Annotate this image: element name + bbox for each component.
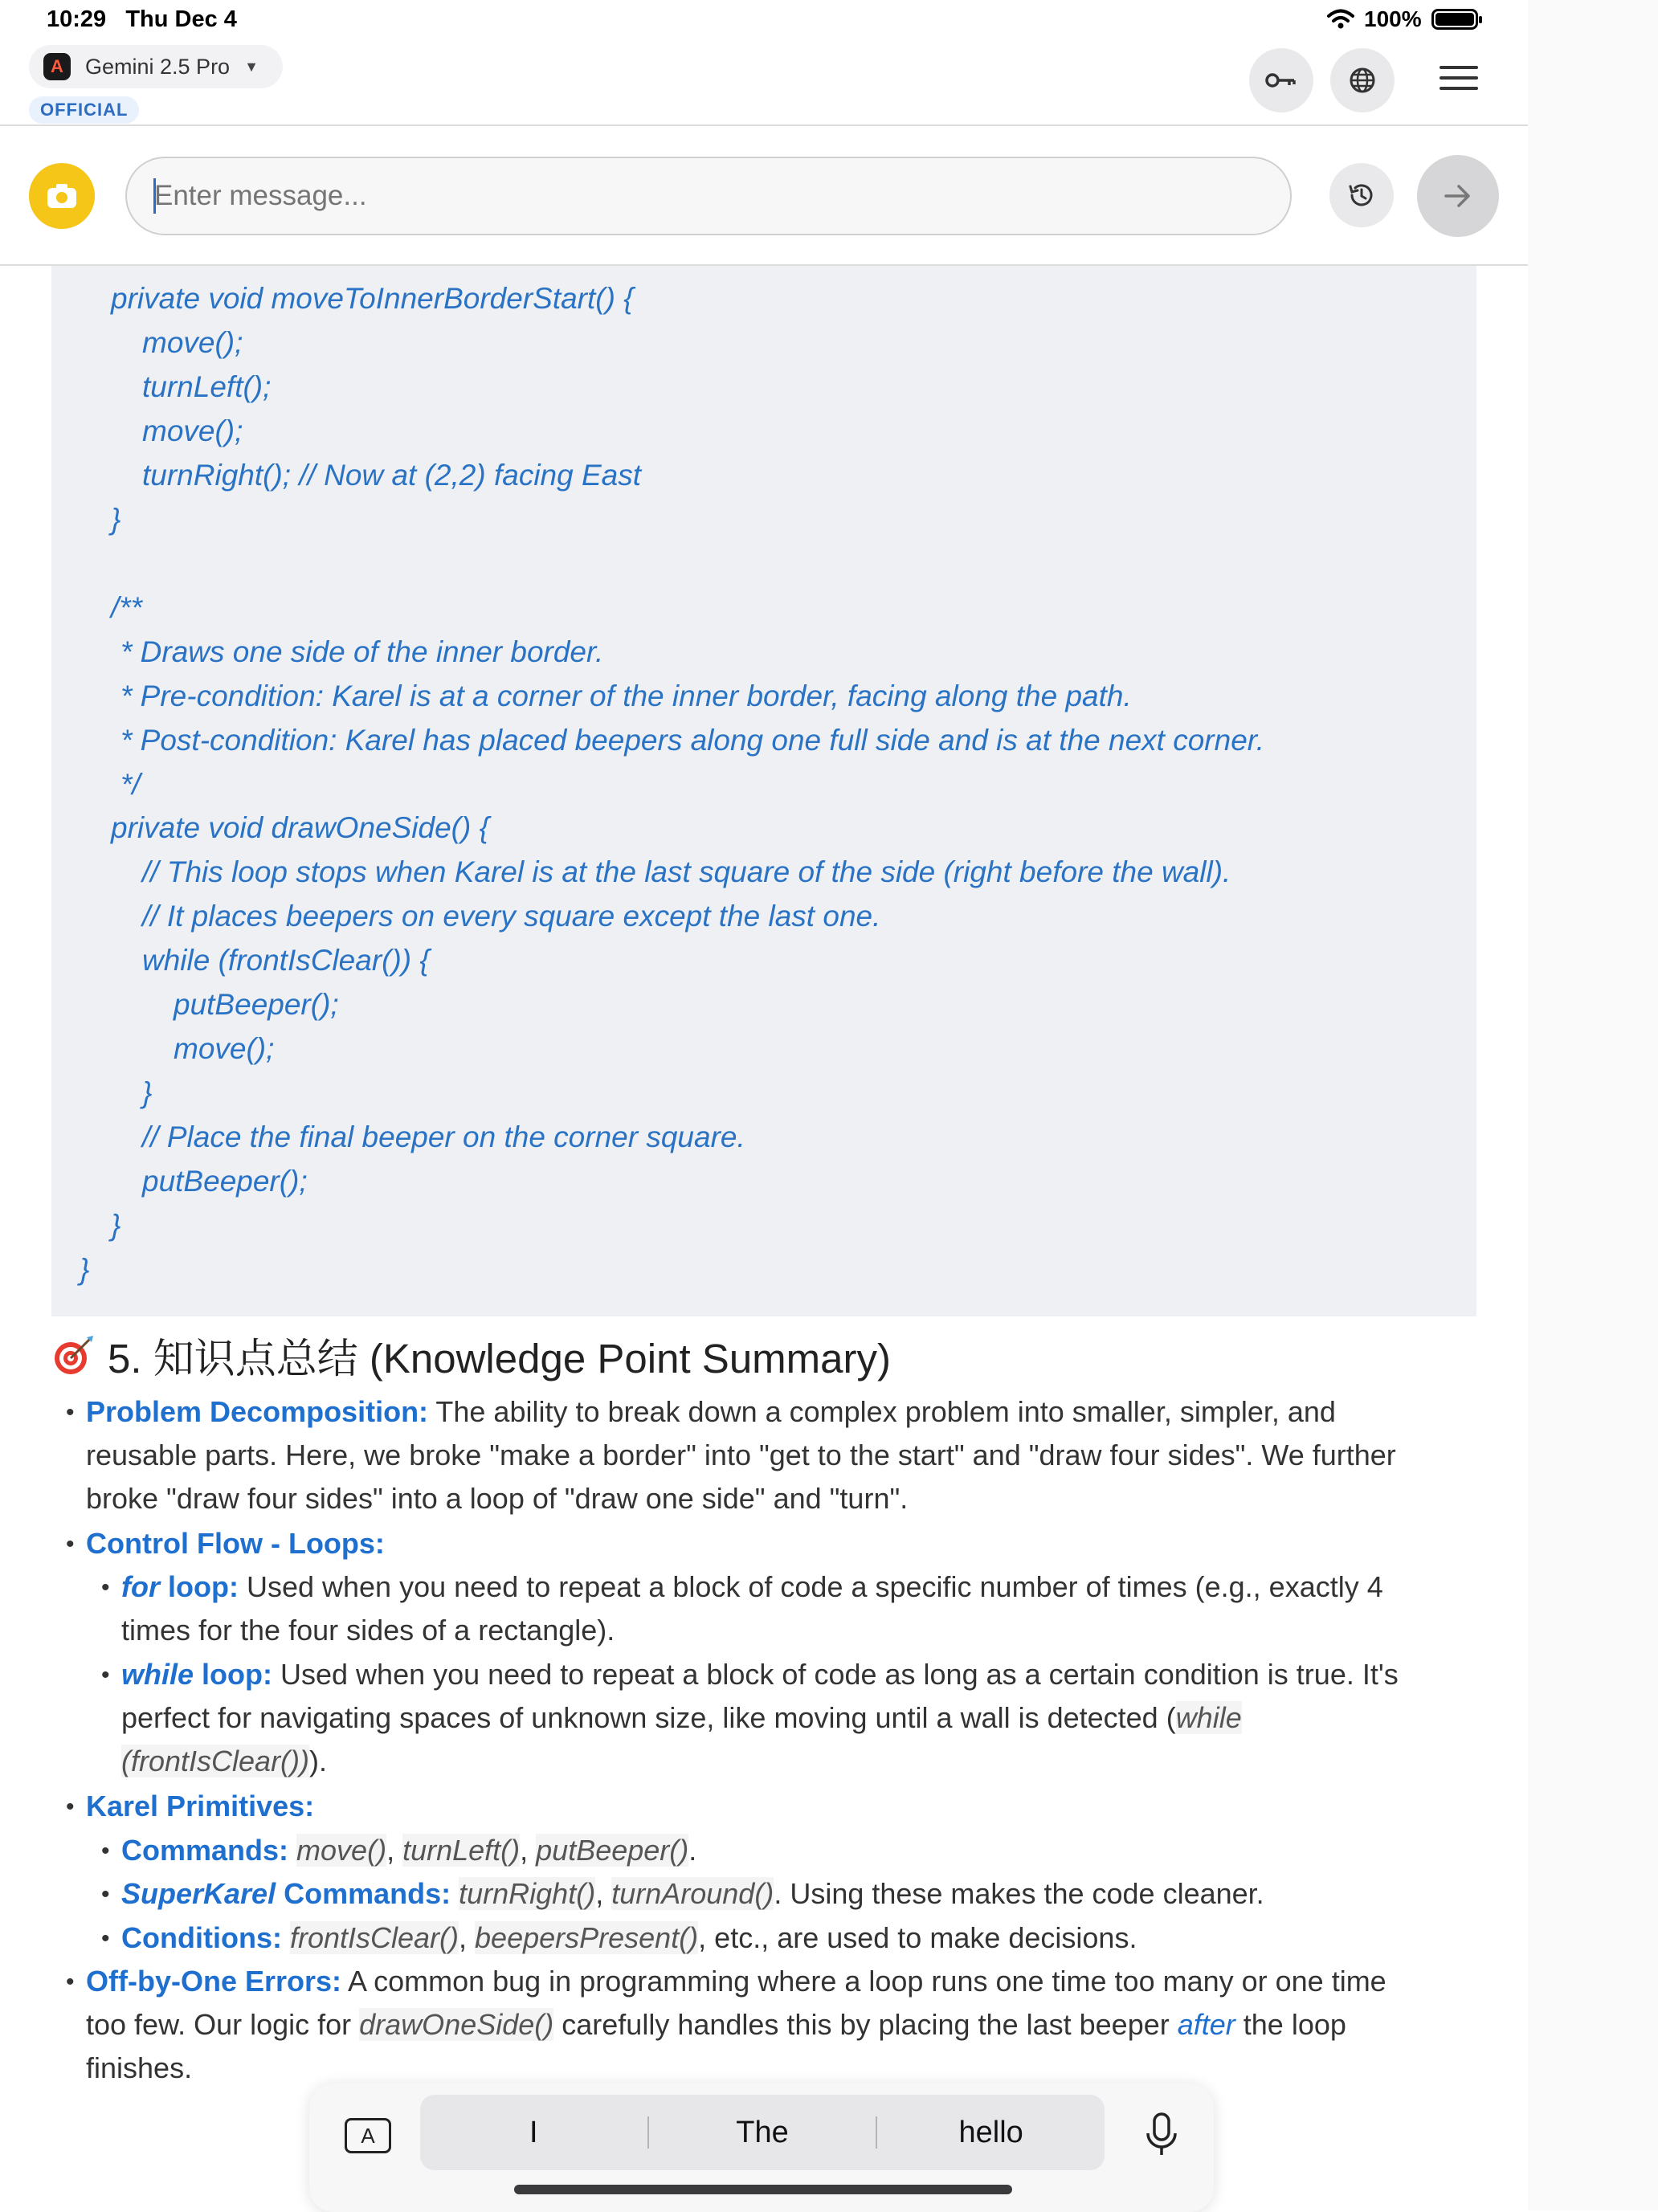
list-item-commands: Commands: move(), turnLeft(), putBeeper(). [121, 1834, 697, 1867]
camera-icon [46, 182, 78, 210]
bullet: • [66, 1531, 75, 1557]
code-line: * Draws one side of the inner border. [120, 635, 604, 668]
history-button[interactable] [1329, 163, 1394, 227]
message-input[interactable] [125, 157, 1292, 235]
globe-icon [1348, 66, 1377, 95]
text-cursor [153, 178, 156, 214]
code-line: turnLeft(); [142, 370, 272, 403]
arrow-right-icon [1442, 182, 1474, 210]
code-line: move(); [174, 1032, 275, 1065]
home-indicator[interactable] [514, 2185, 1012, 2194]
list-item-for-loop: for loop: Used when you need to repeat a block of code a specific number of times (e.g., exactly 4 times for the four sides of a rectangle). [121, 1570, 1383, 1647]
code-line: */ [120, 768, 141, 801]
bullet: • [101, 1838, 110, 1864]
list-item-karel-primitives: Karel Primitives: [86, 1790, 315, 1822]
list-item-superkarel: SuperKarel Commands: turnRight(), turnAround(). Using these makes the code cleaner. [121, 1877, 1264, 1910]
send-button[interactable] [1417, 155, 1499, 237]
code-line: * Post-condition: Karel has placed beepers along one full side and is at the next corner. [120, 724, 1265, 757]
suggestions [420, 2095, 1105, 2170]
code-line: move(); [142, 326, 243, 359]
language-button[interactable] [1330, 48, 1395, 112]
code-line: } [142, 1076, 153, 1109]
code-line: // Place the final beeper on the corner square. [142, 1120, 745, 1153]
code-line: } [80, 1253, 90, 1286]
code-line: * Pre-condition: Karel is at a corner of the inner border, facing along the path. [120, 680, 1132, 712]
code-line: // This loop stops when Karel is at the last square of the side (right before the wall). [142, 855, 1231, 888]
history-icon [1346, 179, 1378, 211]
code-block [51, 266, 1476, 1316]
chevron-down-icon: ▼ [244, 58, 259, 75]
code-line: } [111, 503, 121, 536]
code-line: // It places beepers on every square except the last one. [142, 900, 881, 933]
suggestion-2[interactable]: The [736, 2115, 789, 2149]
menu-button[interactable] [1440, 66, 1478, 98]
status-time: 10:29 Thu Dec 4 [47, 6, 237, 32]
target-icon [51, 1333, 96, 1377]
model-selector[interactable] [29, 45, 283, 88]
hamburger-icon [1440, 66, 1478, 69]
wifi-icon [1327, 9, 1354, 30]
section-heading-text: 5. 知识点总结 (Knowledge Point Summary) [108, 1336, 891, 1381]
code-line: move(); [142, 414, 243, 447]
header-divider [0, 124, 1528, 126]
bullet: • [66, 1969, 75, 1995]
official-badge: OFFICIAL [29, 96, 139, 124]
model-logo-icon: A [43, 53, 71, 80]
suggestion-3[interactable]: hello [958, 2115, 1023, 2149]
code-line: private void drawOneSide() { [111, 811, 489, 844]
bullet: • [66, 1794, 75, 1820]
keyboard-toggle-button[interactable]: A [345, 2118, 391, 2153]
code-line: putBeeper(); [142, 1165, 308, 1198]
key-button[interactable] [1249, 48, 1313, 112]
bullet: • [101, 1925, 110, 1952]
status-indicators [1327, 6, 1478, 32]
camera-button[interactable] [29, 163, 95, 229]
bullet: • [66, 1399, 75, 1426]
list-item-problem-decomposition: Problem Decomposition: The ability to break down a complex problem into smaller, simpler, and reusable parts. Here, we broke "make a border" into "get to the start" and "draw four sides". We further broke "draw four sides" into a loop of "draw one side" and "turn". [86, 1395, 1396, 1515]
suggestion-1[interactable]: I [529, 2115, 538, 2149]
list-item-conditions: Conditions: frontIsClear(), beepersPresent(), etc., are used to make decisions. [121, 1921, 1137, 1954]
bullet: • [101, 1881, 110, 1908]
side-margin [1528, 0, 1658, 2210]
list-item-control-flow: Control Flow - Loops: [86, 1527, 385, 1560]
code-line: /** [111, 591, 143, 624]
list-item-while-loop: while loop: Used when you need to repeat a block of code as long as a certain condition is true. It's perfect for navigating spaces of unknown size, like moving until a wall is detected (while (frontIsClear())). [121, 1658, 1399, 1777]
bullet: • [101, 1662, 110, 1688]
code-line: turnRight(); // Now at (2,2) facing East [142, 459, 642, 492]
list-item-off-by-one: Off-by-One Errors: A common bug in programming where a loop runs one time too many or one time too few. Our logic for drawOneSide() carefully handles this by placing the last beeper after the loop finishes. [86, 1965, 1386, 2084]
microphone-icon[interactable] [1143, 2112, 1180, 2157]
key-icon [1265, 71, 1297, 90]
code-line: while (frontIsClear()) { [142, 944, 430, 977]
battery-icon [1431, 9, 1478, 30]
code-line: private void moveToInnerBorderStart() { [111, 282, 634, 315]
bullet: • [101, 1574, 110, 1601]
battery-percent: 100% [1364, 6, 1422, 31]
code-line: } [111, 1209, 121, 1242]
code-line: putBeeper(); [174, 988, 339, 1021]
model-name: Gemini 2.5 Pro [85, 54, 231, 79]
section-heading [51, 1325, 891, 1385]
